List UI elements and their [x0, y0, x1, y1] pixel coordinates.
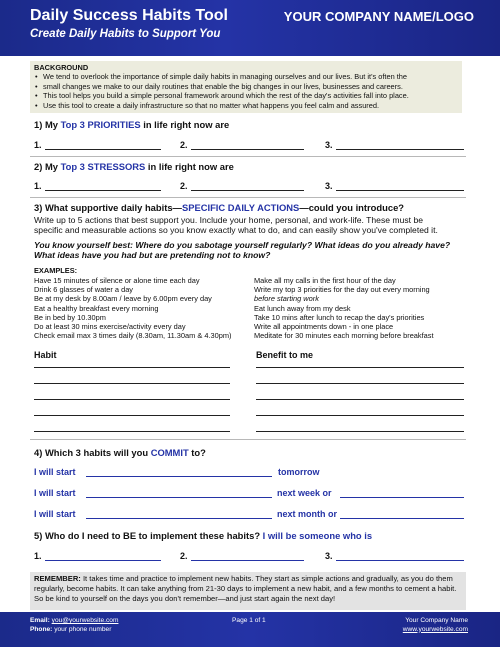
number-2: 2. [180, 551, 188, 561]
be-3-field[interactable] [336, 560, 464, 561]
q3-prompt: You know yourself best: Where do you sabotage yourself regularly? What ideas do you already have? What ideas have you had but are pretending not to know? [34, 240, 451, 261]
divider [30, 439, 466, 440]
number-1: 1. [34, 551, 42, 561]
example-item: Drink 6 glasses of water a day [34, 285, 133, 295]
remember-label: REMEMBER: [34, 574, 81, 583]
number-3: 3. [325, 140, 333, 150]
q3-highlight: SPECIFIC DAILY ACTIONS [181, 202, 300, 213]
q5-highlight: I will be someone who is [262, 530, 373, 541]
habit-field[interactable] [34, 383, 230, 384]
example-item: Eat lunch away from my desk [254, 303, 351, 313]
number-3: 3. [325, 181, 333, 191]
priority-3-field[interactable] [336, 149, 464, 150]
benefit-field[interactable] [256, 431, 464, 432]
commit-timeframe-2: next week or [277, 488, 332, 498]
page-subtitle: Create Daily Habits to Support You [30, 28, 221, 40]
email-link[interactable]: you@yourwebsite.com [51, 617, 119, 624]
example-item: Meditate for 30 minutes each morning before breakfast [254, 331, 434, 341]
example-item: Do at least 30 mins exercise/activity every day [34, 322, 186, 332]
stressor-1-field[interactable] [45, 190, 161, 191]
benefit-field[interactable] [256, 415, 464, 416]
background-bullet: • small changes we make to our daily routines that enable the big changes in our lives, businesses and careers. [34, 82, 458, 91]
page-number: Page 1 of 1 [232, 617, 266, 624]
benefit-field[interactable] [256, 399, 464, 400]
examples-heading: EXAMPLES: [34, 266, 78, 275]
stressor-3-field[interactable] [336, 190, 464, 191]
example-item: Be in bed by 10.30pm [34, 312, 106, 322]
example-item: Be at my desk by 8.00am / leave by 6.00pm every day [34, 294, 212, 304]
footer-contact: Email: you@yourwebsite.com Phone: your phone number [30, 617, 119, 633]
number-2: 2. [180, 140, 188, 150]
commit-date-3-field[interactable] [340, 518, 464, 519]
background-bullet: • We tend to overlook the importance of simple daily habits in managing ourselves and our lives. But it's often the [34, 72, 458, 81]
commit-timeframe-1: tomorrow [278, 467, 320, 477]
background-bullet: • This tool helps you build a simple personal framework around which the rest of the day's activities fall into place. [34, 91, 458, 100]
number-2: 2. [180, 181, 188, 191]
divider [30, 197, 466, 198]
example-item: Make all my calls in the first hour of the day [254, 276, 396, 285]
commit-date-2-field[interactable] [340, 497, 464, 498]
example-item: Take 10 mins after lunch to recap the day's priorities [254, 312, 425, 322]
priority-1-field[interactable] [45, 149, 161, 150]
benefit-field[interactable] [256, 383, 464, 384]
examples-left [34, 276, 231, 340]
footer-company-name: Your Company Name [405, 617, 468, 624]
footer-company [403, 617, 468, 634]
benefit-column-label: Benefit to me [256, 350, 314, 360]
background-box [30, 61, 462, 113]
number-1: 1. [34, 140, 42, 150]
q2-highlight: Top 3 STRESSORS [60, 161, 146, 172]
example-item: Check email max 3 times daily (8.30am, 11.30am & 4.30pm) [34, 331, 232, 341]
commit-timeframe-3: next month or [277, 509, 337, 519]
habit-field[interactable] [34, 415, 230, 416]
question-4: 4) Which 3 habits will you COMMIT to? [34, 447, 206, 458]
example-item: Have 15 minutes of silence or alone time each day [34, 276, 200, 285]
question-2: 2) My Top 3 STRESSORS in life right now are [34, 161, 234, 172]
q4-highlight: COMMIT [150, 447, 189, 458]
commit-habit-3-field[interactable] [86, 518, 272, 519]
header-banner [0, 0, 500, 56]
habit-field[interactable] [34, 431, 230, 432]
commit-habit-1-field[interactable] [86, 476, 272, 477]
habit-column-label: Habit [34, 350, 57, 360]
be-2-field[interactable] [191, 560, 304, 561]
company-logo-placeholder: YOUR COMPANY NAME/LOGO [283, 9, 474, 24]
example-item: Write my top 3 priorities for the day out every morning [254, 285, 430, 295]
priority-2-field[interactable] [191, 149, 304, 150]
examples-right [254, 276, 434, 340]
example-item: Write all appointments down - in one place [254, 322, 394, 332]
commit-start-label: I will start [34, 509, 76, 519]
be-1-field[interactable] [45, 560, 161, 561]
website-link[interactable]: www.yourwebsite.com [402, 625, 468, 633]
benefit-field[interactable] [256, 367, 464, 368]
divider [30, 156, 466, 157]
question-3: 3) What supportive daily habits—SPECIFIC DAILY ACTIONS—could you introduce? [34, 202, 405, 213]
q1-highlight: Top 3 PRIORITIES [60, 119, 141, 130]
background-bullet: • Use this tool to create a daily infrastructure so that no matter what happens you feel calm and assured. [34, 101, 458, 110]
number-3: 3. [325, 551, 333, 561]
habit-field[interactable] [34, 399, 230, 400]
commit-habit-2-field[interactable] [86, 497, 272, 498]
phone-number: your phone number [54, 625, 112, 633]
background-list [34, 72, 458, 110]
number-1: 1. [34, 181, 42, 191]
stressor-2-field[interactable] [191, 190, 304, 191]
example-item: Eat a healthy breakfast every morning [34, 303, 159, 313]
commit-start-label: I will start [34, 467, 76, 477]
footer-banner [0, 612, 500, 647]
habit-field[interactable] [34, 367, 230, 368]
background-heading: BACKGROUND [34, 63, 89, 72]
q3-instructions: Write up to 5 actions that best support you. Include your home, personal, and work-life. These must be specific and measurable actions so you know exactly what to do, and can easily show you've completed it. [34, 215, 438, 236]
remember-text: It takes time and practice to implement new habits. They start as simple actions and gradually, as you do them regularly, become habits. It can take anything from 21-30 days to implement a new habit, and a few months to cement a habit. So be kind to yourself on the days you don't remember—and just start again the next day! [34, 574, 457, 603]
question-1: 1) My Top 3 PRIORITIES in life right now are [34, 119, 230, 130]
commit-start-label: I will start [34, 488, 76, 498]
example-item: before starting work [254, 294, 319, 304]
page-title: Daily Success Habits Tool [30, 7, 228, 24]
remember-box [30, 572, 466, 610]
question-5: 5) Who do I need to BE to implement these habits? I will be someone who is [34, 530, 373, 541]
